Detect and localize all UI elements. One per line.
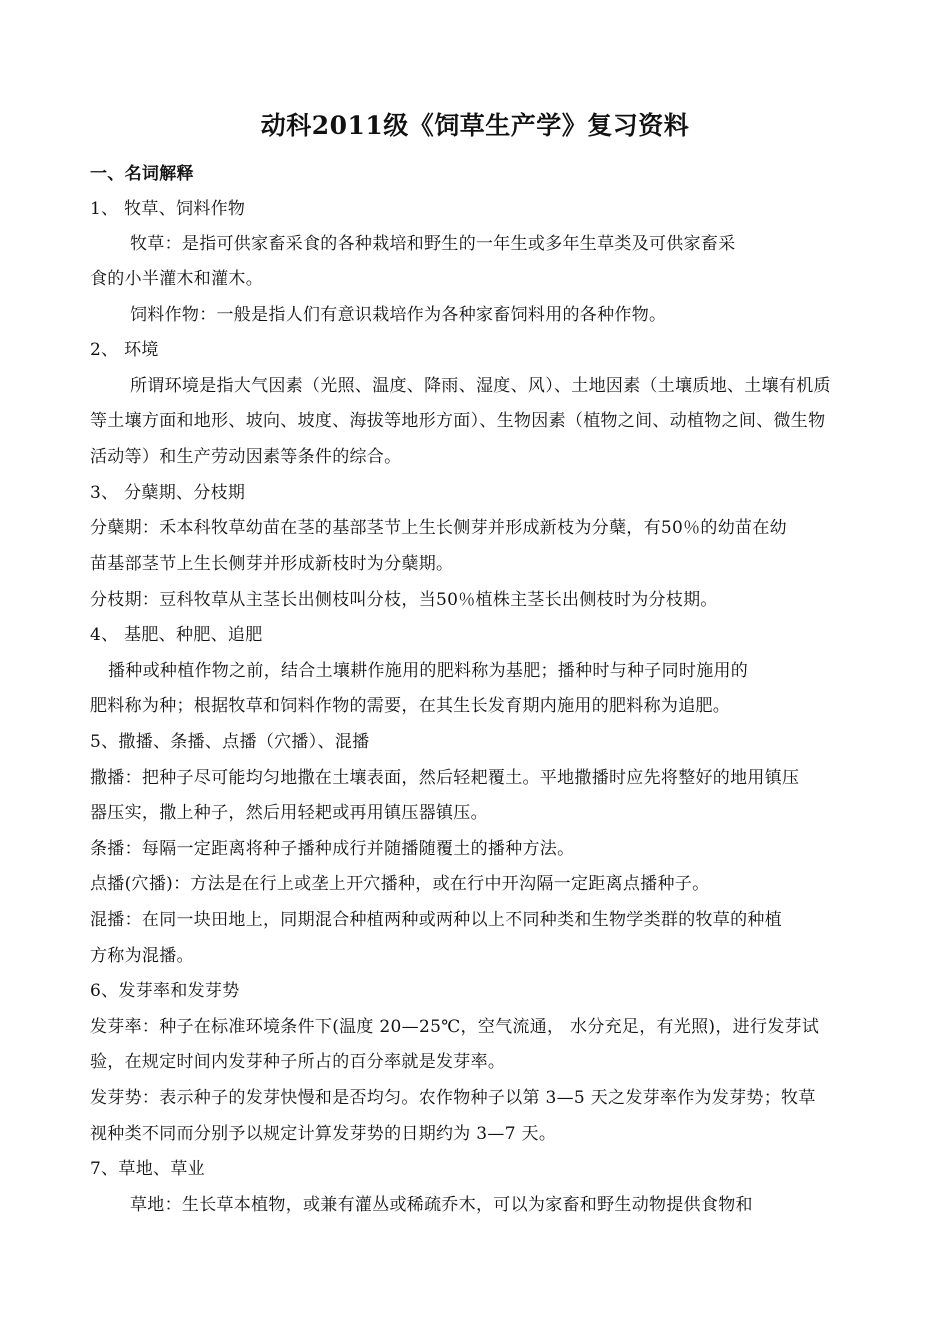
paragraph-line: 发芽势：表示种子的发芽快慢和是否均匀。农作物种子以第 3—5 天之发芽率作为发芽势；牧草 — [90, 1088, 816, 1108]
term-heading: 3、 分蘖期、分枝期 — [90, 483, 246, 503]
paragraph-line: 播种或种植作物之前，结合土壤耕作施用的肥料称为基肥；播种时与种子同时施用的 — [108, 661, 749, 681]
term-heading: 4、 基肥、种肥、追肥 — [90, 625, 263, 645]
paragraph-line: 肥料称为种；根据牧草和饲料作物的需要，在其生长发育期内施用的肥料称为追肥。 — [90, 696, 731, 716]
paragraph-line: 方称为混播。 — [90, 946, 194, 966]
paragraph-line: 视种类不同而分别予以规定计算发芽势的日期约为 3—7 天。 — [90, 1124, 557, 1144]
paragraph-line: 器压实，撒上种子，然后用轻耙或再用镇压器镇压。 — [90, 803, 488, 823]
paragraph-line: 验，在规定时间内发芽种子所占的百分率就是发芽率。 — [90, 1052, 506, 1072]
document-title: 动科2011级《饲草生产学》复习资料 — [260, 111, 690, 140]
term-heading: 6、发芽率和发芽势 — [90, 981, 240, 1001]
paragraph-line: 发芽率：种子在标准环境条件下(温度 20—25℃，空气流通， 水分充足，有光照)，进行发芽试 — [90, 1017, 820, 1037]
paragraph-line: 点播(穴播)：方法是在行上或垄上开穴播种，或在行中开沟隔一定距离点播种子。 — [90, 874, 710, 894]
paragraph-line: 撒播：把种子尽可能均匀地撒在土壤表面，然后轻耙覆土。平地撒播时应先将整好的地用镇压 — [90, 768, 800, 788]
paragraph-line: 混播：在同一块田地上，同期混合种植两种或两种以上不同种类和生物学类群的牧草的种植 — [90, 910, 782, 930]
paragraph-line: 条播：每隔一定距离将种子播种成行并随播随覆土的播种方法。 — [90, 839, 575, 859]
paragraph-line: 等土壤方面和地形、坡向、坡度、海拔等地形方面）、生物因素（植物之间、动植物之间、微生物 — [90, 411, 826, 431]
term-heading: 5、撒播、条播、点播（穴播）、混播 — [90, 732, 370, 752]
paragraph-line: 饲料作物：一般是指人们有意识栽培作为各种家畜饲料用的各种作物。 — [130, 305, 667, 325]
term-heading: 2、 环境 — [90, 340, 159, 360]
paragraph-line: 分枝期：豆科牧草从主茎长出侧枝叫分枝，当50％植株主茎长出侧枝时为分枝期。 — [90, 590, 718, 610]
term-heading: 1、 牧草、饲料作物 — [90, 199, 246, 219]
paragraph-line: 食的小半灌木和灌木。 — [90, 269, 263, 289]
paragraph-line: 活动等）和生产劳动因素等条件的综合。 — [90, 447, 402, 467]
paragraph-line: 分蘖期：禾本科牧草幼苗在茎的基部茎节上生长侧芽并形成新枝为分蘖，有50％的幼苗在幼 — [90, 518, 787, 538]
paragraph-line: 苗基部茎节上生长侧芽并形成新枝时为分蘖期。 — [90, 554, 454, 574]
term-heading: 7、草地、草业 — [90, 1159, 205, 1179]
paragraph-line: 牧草：是指可供家畜采食的各种栽培和野生的一年生或多年生草类及可供家畜采 — [130, 234, 736, 254]
section-heading: 一、名词解释 — [90, 164, 194, 184]
paragraph-line: 草地：生长草本植物，或兼有灌丛或稀疏乔木，可以为家畜和野生动物提供食物和 — [130, 1195, 753, 1215]
paragraph-line: 所谓环境是指大气因素（光照、温度、降雨、湿度、风）、土地因素（土壤质地、土壤有机质 — [130, 376, 831, 396]
